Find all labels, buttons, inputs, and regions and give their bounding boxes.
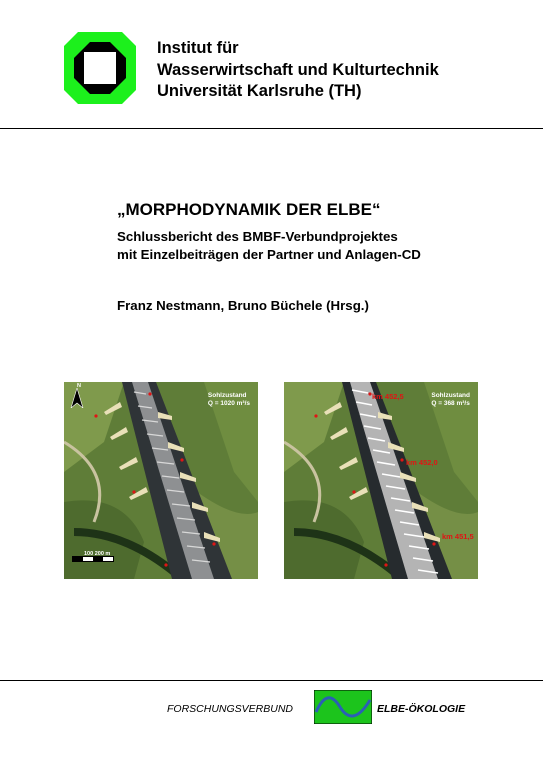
aerial-photo-low-flow bbox=[284, 382, 478, 579]
subtitle-line-1: Schlussbericht des BMBF-Verbundprojektes bbox=[117, 229, 398, 244]
flow-state-label bbox=[431, 392, 470, 408]
footer-divider bbox=[0, 680, 543, 681]
institute-name bbox=[157, 38, 439, 103]
flow-state-line-2: Q = 1020 m³/s bbox=[207, 400, 250, 407]
flow-state-label bbox=[208, 392, 250, 408]
north-arrow-icon bbox=[70, 388, 84, 408]
scale-label: 100 200 m bbox=[84, 551, 111, 557]
km-label-451-5: km 451,5 bbox=[442, 532, 474, 541]
footer-elbe-oekologie: ELBE-ÖKOLOGIE bbox=[377, 703, 466, 715]
km-label-452-0: km 452,0 bbox=[406, 458, 438, 467]
report-title: „MORPHODYNAMIK DER ELBE“ bbox=[117, 200, 381, 219]
subtitle-line-2: mit Einzelbeiträgen der Partner und Anlagen-CD bbox=[117, 247, 421, 262]
university-logo-icon bbox=[64, 32, 136, 104]
north-label: N bbox=[77, 383, 81, 389]
report-subtitle bbox=[117, 228, 421, 264]
flow-state-line-1: Sohlzustand bbox=[431, 392, 470, 399]
flow-state-line-1: Sohlzustand bbox=[207, 392, 247, 399]
footer-forschungsverbund: FORSCHUNGSVERBUND bbox=[167, 703, 294, 715]
km-label-452-5: km 452,5 bbox=[372, 392, 404, 401]
institute-line-3: Universität Karlsruhe (TH) bbox=[157, 82, 362, 100]
institute-line-1: Institut für bbox=[157, 39, 239, 57]
header-divider bbox=[0, 128, 543, 129]
editors: Franz Nestmann, Bruno Büchele (Hrsg.) bbox=[117, 298, 369, 313]
institute-line-2: Wasserwirtschaft und Kulturtechnik bbox=[157, 60, 439, 79]
flow-state-line-2: Q = 368 m³/s bbox=[431, 400, 470, 407]
wave-logo-icon bbox=[314, 690, 372, 724]
aerial-photo-high-flow bbox=[64, 382, 258, 579]
